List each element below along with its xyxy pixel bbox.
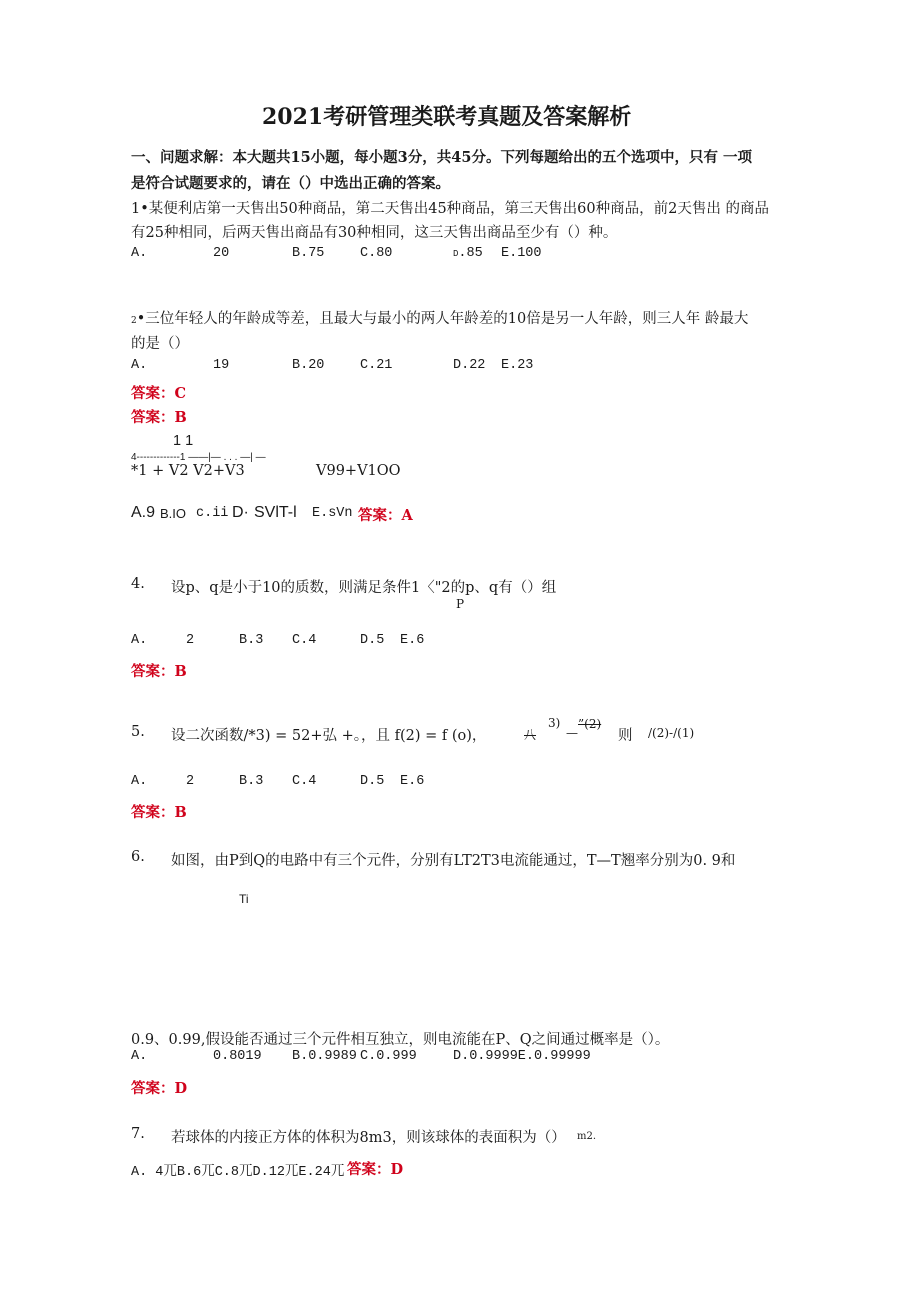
- q3-option-c: c.ii: [196, 506, 229, 521]
- q5-number: 5.: [131, 724, 145, 740]
- q6-option-d-e: D.0.9999E.0.99999: [453, 1049, 591, 1064]
- q5-text: 设二次函数/*3) = 52+弘 +。，且 f(2) = f (o)，: [171, 728, 487, 744]
- q1-option-b: B.75: [292, 246, 325, 261]
- q4-subscript: P: [456, 597, 465, 611]
- q5-frac-left: 八: [524, 728, 537, 742]
- q6-option-b: B.0.9989: [292, 1049, 357, 1064]
- q1-line2: 有25种相同，后两天售出商品有30种相同，这三天售出商品至少有（）种。: [131, 225, 618, 241]
- q5-option-a-label: A.: [131, 774, 148, 789]
- answer-q5: 答案：B: [131, 804, 187, 821]
- q1-option-c: C.80: [360, 246, 393, 261]
- page-title: 2021考研管理类联考真题及答案解析: [262, 104, 632, 130]
- q4-option-a-value: 2: [186, 633, 195, 648]
- q2-number: 2: [131, 316, 137, 326]
- answer-q1: 答案：C: [131, 385, 187, 402]
- q3-option-a: A.9: [131, 504, 156, 521]
- q3-denominators: *1 + V2 V2+V3: [131, 463, 245, 479]
- q5-frac-top: 3): [548, 716, 561, 730]
- q7-text: 若球体的内接正方体的体积为8m3，则该球体的表面积为（）: [171, 1130, 566, 1146]
- q3-numerators: 1 1: [173, 433, 194, 449]
- answer-q6: 答案：D: [131, 1080, 188, 1097]
- q3-option-d-value: SVlT-l: [254, 504, 297, 521]
- q4-number: 4.: [131, 576, 145, 592]
- q5-option-a-value: 2: [186, 774, 195, 789]
- q4-text: 设p、q是小于10的质数，则满足条件1〈"2的p、q有（）组: [171, 580, 557, 596]
- q5-option-d: D.5: [360, 774, 385, 789]
- q5-frac-right: ”(2): [578, 717, 602, 731]
- q2-line1: [131, 307, 748, 328]
- q3-option-e: E.sVn: [312, 506, 353, 521]
- q1-option-d-letter: D: [453, 249, 459, 259]
- q6-option-c: C.0.999: [360, 1049, 417, 1064]
- q6-number: 6.: [131, 849, 145, 865]
- section-heading-line1: 一、问题求解：本大题共15小题，每小题3分，共45分。下列每题给出的五个选项中，只有 一项: [131, 149, 752, 166]
- q1-line1: 1•某便利店第一天售出50种商品，第二天售出45种商品，第三天售出60种商品，前2天售出 的商品: [131, 201, 769, 217]
- q4-option-c: C.4: [292, 633, 317, 648]
- q2-option-a-value: 19: [213, 358, 230, 373]
- q5-tail: /(2)-/(1): [648, 726, 695, 740]
- q1-option-a-value: 20: [213, 246, 230, 261]
- q3-option-b: B.IO: [160, 506, 187, 521]
- section-heading-line2: 是符合试题要求的，请在（）中选出正确的答案。: [131, 175, 450, 192]
- q5-option-c: C.4: [292, 774, 317, 789]
- q7-unit: m2.: [577, 1131, 597, 1142]
- q1-option-a-label: A.: [131, 246, 148, 261]
- q1-option-e: E.100: [501, 246, 542, 261]
- q4-option-d: D.5: [360, 633, 385, 648]
- answer-q2: 答案：B: [131, 409, 187, 426]
- q3-last-denominator: V99+V1OO: [316, 463, 401, 479]
- q7-options: A. 4兀B.6兀C.8兀D.12兀E.24兀: [131, 1165, 345, 1180]
- q1-option-d: [453, 246, 483, 261]
- q6-option-a-label: A.: [131, 1049, 148, 1064]
- q6-option-a-value: 0.8019: [213, 1049, 262, 1064]
- q5-option-e: E.6: [400, 774, 425, 789]
- q2-option-b: B.20: [292, 358, 325, 373]
- q6-figure-label: Ti: [239, 892, 249, 906]
- q1-option-d-value: .85: [458, 246, 483, 261]
- q2-line1-text: •三位年轻人的年龄成等差，且最大与最小的两人年龄差的10倍是另一人年龄，则三人年 龄最大: [136, 311, 749, 327]
- q5-then: 则: [618, 728, 633, 744]
- q4-option-a-label: A.: [131, 633, 148, 648]
- q7-number: 7.: [131, 1126, 145, 1142]
- answer-q3: 答案：A: [358, 507, 413, 524]
- q2-option-d: D.22: [453, 358, 486, 373]
- q3-option-d: D·: [232, 504, 249, 521]
- q2-line2: 的是（）: [131, 336, 189, 352]
- q4-option-e: E.6: [400, 633, 425, 648]
- q5-option-b: B.3: [239, 774, 264, 789]
- q6-line2: 0.9、0.99,假设能否通过三个元件相互独立，则电流能在P、Q之间通过概率是（）。: [131, 1032, 670, 1048]
- answer-q4: 答案：B: [131, 663, 187, 680]
- q6-line1: 如图，由P到Q的电路中有三个元件，分别有LT2T3电流能通过，T—T翘率分别为0. 9和: [171, 853, 736, 869]
- q3-fraction-line: 4-------------1 ——|— . . . —| —: [131, 452, 266, 463]
- q4-option-b: B.3: [239, 633, 264, 648]
- q2-option-c: C.21: [360, 358, 393, 373]
- q2-option-a-label: A.: [131, 358, 148, 373]
- answer-q7: 答案：D: [347, 1161, 404, 1178]
- q5-frac-mid: —: [566, 726, 578, 740]
- q2-option-e: E.23: [501, 358, 534, 373]
